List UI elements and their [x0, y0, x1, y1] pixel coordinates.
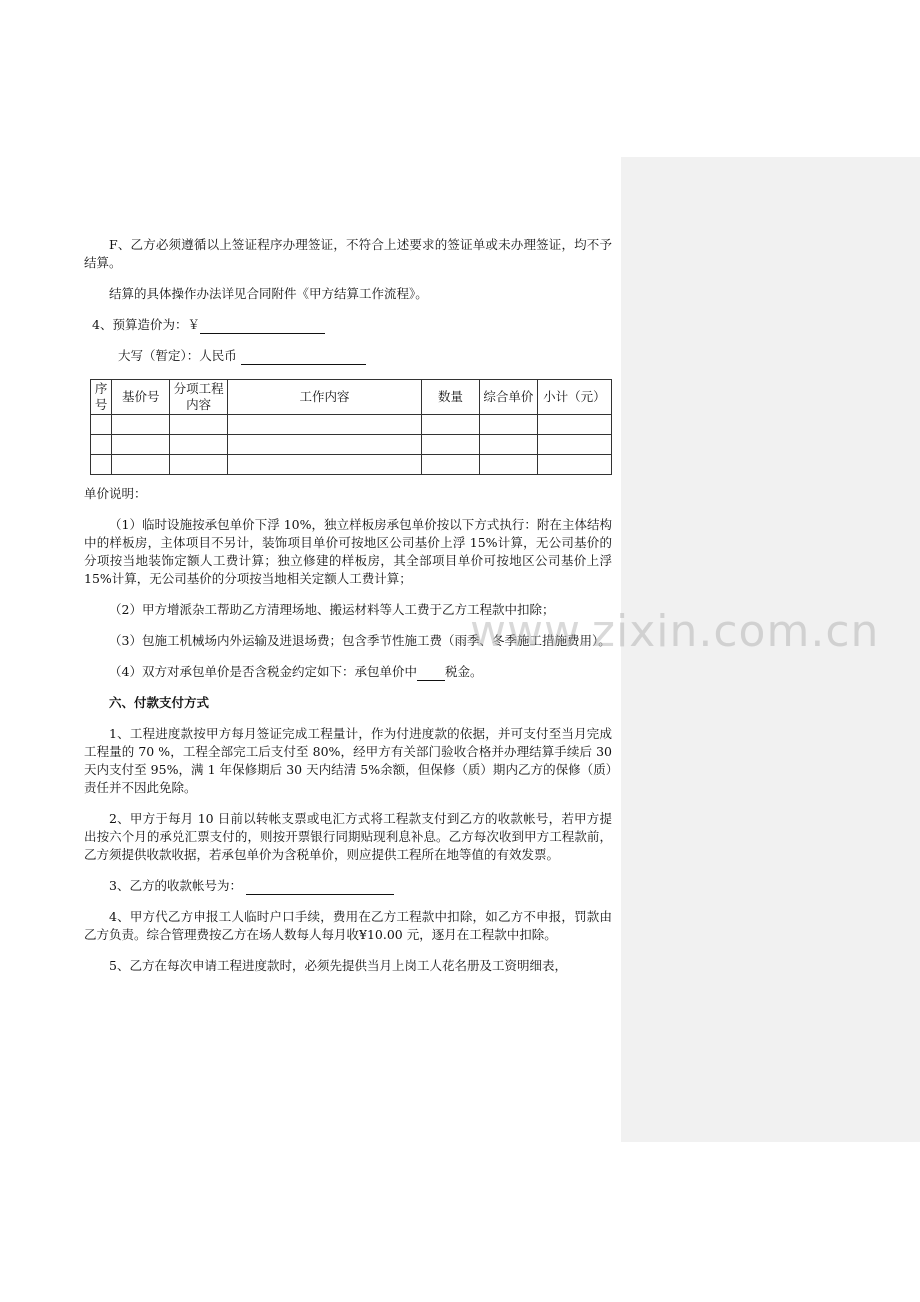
- capital-amount-label: 大写（暂定）：人民币: [118, 348, 237, 363]
- col-header-base-price-no: 基价号: [112, 380, 170, 415]
- table-row: [91, 435, 612, 455]
- table-cell: [228, 435, 422, 455]
- unit-price-note-1: （1）临时设施按承包单价下浮 10%，独立样板房承包单价按以下方式执行：附在主体结构中的样板房，主体项目不另计，装饰项目单价可按地区公司基价上浮 15%计算，无公司基价的分项按当地装饰定额人工费计算；独立修建的样板房，其全部项目单价可按地区公司基价上浮 15%计算，无公司基价的分项按当地相关定额人工费计算；: [84, 517, 612, 586]
- table-cell: [112, 435, 170, 455]
- table-cell: [170, 455, 228, 475]
- unit-price-note-2: （2）甲方增派杂工帮助乙方清理场地、搬运材料等人工费于乙方工程款中扣除；: [109, 602, 555, 617]
- table-cell: [479, 435, 537, 455]
- account-number-blank: [246, 880, 394, 895]
- table-cell: [422, 435, 480, 455]
- table-cell: [170, 415, 228, 435]
- budget-price-label: 4、预算造价为：￥: [92, 317, 200, 332]
- table-cell: [479, 455, 537, 475]
- col-header-unit-price: 综合单价: [479, 380, 537, 415]
- capital-amount-line: [84, 347, 612, 365]
- table-cell: [228, 455, 422, 475]
- unit-price-notes-title: 单价说明：: [84, 486, 147, 501]
- clause-f: F、乙方必须遵循以上签证程序办理签证，不符合上述要求的签证单或未办理签证，均不予结算。: [84, 237, 612, 270]
- budget-price-blank: [200, 319, 325, 334]
- table-row: [91, 455, 612, 475]
- unit-price-note-4-suffix: 税金。: [444, 664, 483, 679]
- table-cell: [537, 435, 611, 455]
- payment-clause-2: 2、甲方于每月 10 日前以转帐支票或电汇方式将工程款支付到乙方的收款帐号，若甲方提出按六个月的承兑汇票支付的，则按开票银行同期贴现利息补息。乙方每次收到甲方工程款前，乙方须提供收款收据，若承包单价为含税单价，则应提供工程所在地等值的有效发票。: [84, 811, 612, 862]
- payment-clause-3: [84, 877, 612, 895]
- table-cell: [422, 455, 480, 475]
- unit-price-note-3: （3）包施工机械场内外运输及进退场费；包含季节性施工费（雨季、冬季施工措施费用）。: [109, 633, 611, 648]
- table-cell: [170, 435, 228, 455]
- col-header-subtotal: 小计（元）: [537, 380, 611, 415]
- table-cell: [91, 415, 112, 435]
- unit-price-note-4-prefix: （4）双方对承包单价是否含税金约定如下：承包单价中: [109, 664, 417, 679]
- settlement-method-paragraph: 结算的具体操作办法详见合同附件《甲方结算工作流程》。: [109, 286, 428, 301]
- col-header-work-content: 工作内容: [228, 380, 422, 415]
- col-header-seq: 序号: [91, 380, 112, 415]
- table-cell: [112, 455, 170, 475]
- table-cell: [91, 435, 112, 455]
- payment-clause-4: 4、甲方代乙方申报工人临时户口手续，费用在乙方工程款中扣除，如乙方不申报，罚款由乙方负责。综合管理费按乙方在场人数每人每月收¥10.00 元，逐月在工程款中扣除。: [84, 909, 612, 942]
- table-cell: [422, 415, 480, 435]
- account-number-label: 3、乙方的收款帐号为：: [109, 878, 242, 893]
- table-cell: [228, 415, 422, 435]
- table-cell: [91, 455, 112, 475]
- capital-amount-blank: [241, 350, 366, 365]
- tax-blank: [417, 666, 445, 681]
- budget-price-line: [84, 316, 612, 334]
- table-cell: [537, 415, 611, 435]
- col-header-sub-item: 分项工程内容: [170, 380, 228, 415]
- table-row: [91, 415, 612, 435]
- payment-clause-5: 5、乙方在每次申请工程进度款时，必须先提供当月上岗工人花名册及工资明细表，: [109, 958, 567, 973]
- unit-price-table: [90, 379, 612, 475]
- payment-clause-1: 1、工程进度款按甲方每月签证完成工程量计，作为付进度款的依据，并可支付至当月完成工程量的 70 %，工程全部完工后支付至 80%，经甲方有关部门验收合格并办理结算手续后 30 天内支付至 95%，满 1 年保修期后 30 天内结清 5%余额，但保修（质）期内乙方的保修（质）责任并不因此免除。: [84, 726, 612, 795]
- table-cell: [112, 415, 170, 435]
- table-header-row: [91, 380, 612, 415]
- unit-price-note-4: [84, 663, 612, 681]
- table-cell: [479, 415, 537, 435]
- site-watermark: www.zixin.com.cn: [470, 606, 880, 657]
- col-header-quantity: 数量: [422, 380, 480, 415]
- table-cell: [537, 455, 611, 475]
- section-6-heading: 六、付款支付方式: [109, 695, 210, 710]
